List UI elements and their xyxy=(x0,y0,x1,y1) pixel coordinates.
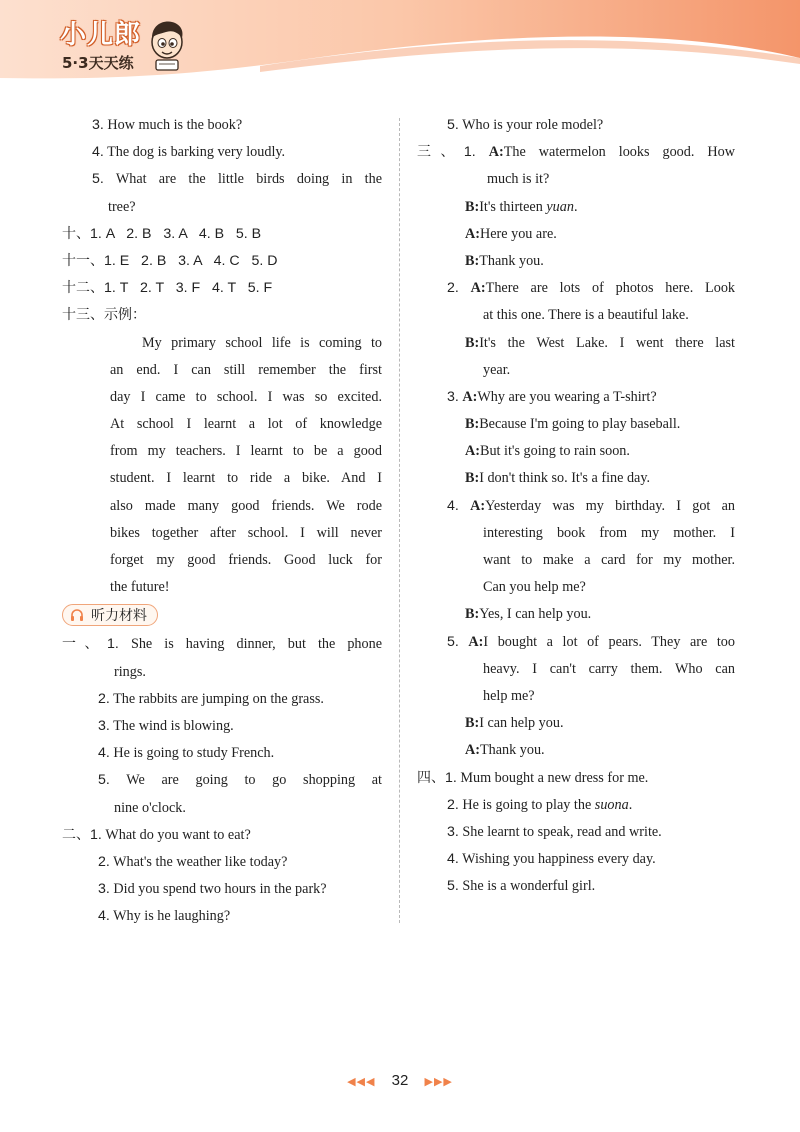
line-text: Wishing you happiness every day. xyxy=(462,851,656,868)
line-text: Yesterday was my birthday. I got an xyxy=(485,497,735,514)
prev-arrows-icon: ◀◀◀ xyxy=(347,1076,376,1088)
text-line xyxy=(417,384,735,411)
text-line xyxy=(417,248,735,275)
line-text: much is it? xyxy=(487,171,550,188)
text-line xyxy=(62,686,382,713)
section-number: 二、 xyxy=(62,826,90,843)
text-line xyxy=(62,547,382,574)
text-line xyxy=(62,411,382,438)
line-text: My primary school life is coming to xyxy=(142,334,382,351)
line-text: I bought a lot of pears. They are too xyxy=(483,633,735,650)
text-line xyxy=(417,737,735,764)
text-line xyxy=(417,765,735,792)
line-text: nine o'clock. xyxy=(114,799,186,816)
text-line xyxy=(417,819,735,846)
line-text: He is going to play the suona. xyxy=(462,796,633,813)
line-text: from my teachers. I learnt to be a good xyxy=(110,443,382,460)
text-line xyxy=(417,112,735,139)
item-number: 2. xyxy=(447,796,459,813)
line-text: Can you help me? xyxy=(483,579,586,596)
line-text: Who is your role model? xyxy=(462,117,604,133)
speaker-label: B: xyxy=(465,470,480,487)
line-text: want to make a card for my mother. xyxy=(483,552,735,568)
item-number: 2. xyxy=(98,690,110,707)
line-text: Here you are. xyxy=(479,225,557,242)
text-line xyxy=(417,574,735,601)
line-text: forget my good friends. Good luck for xyxy=(110,552,382,568)
line-text: The wind is blowing. xyxy=(113,717,234,734)
item-number: 4. xyxy=(447,851,459,868)
line-text: an end. I can still remember the first xyxy=(110,361,382,378)
speaker-label: A: xyxy=(470,280,486,297)
text-line xyxy=(417,166,735,193)
line-text: What's the weather like today? xyxy=(113,853,288,870)
listening-badge xyxy=(62,604,158,626)
text-line xyxy=(417,629,735,656)
text-line xyxy=(417,710,735,737)
item-number: 5. xyxy=(447,117,459,133)
text-line xyxy=(417,357,735,384)
next-arrows-icon: ▶▶▶ xyxy=(424,1076,453,1088)
speaker-label: A: xyxy=(470,497,486,514)
line-text: Because I'm going to play baseball. xyxy=(479,416,681,433)
line-text: We are going to go shopping at xyxy=(126,772,382,789)
speaker-label: B: xyxy=(465,334,480,351)
column-divider xyxy=(399,118,400,923)
item-number: 4. xyxy=(98,908,110,925)
speaker-label: B: xyxy=(465,606,480,623)
line-text: The watermelon looks good. How xyxy=(503,144,736,161)
text-line xyxy=(417,601,735,628)
item-number: 2. xyxy=(98,853,110,870)
item-number: 4. xyxy=(92,144,104,161)
line-text: What do you want to eat? xyxy=(105,826,251,843)
text-line xyxy=(62,740,382,767)
text-line xyxy=(62,876,382,903)
section-number: 十二、 xyxy=(62,280,104,297)
item-number: 3. xyxy=(447,388,459,405)
page-number: 32 xyxy=(391,1072,409,1089)
speaker-label: B: xyxy=(465,252,480,269)
line-text: Yes, I can help you. xyxy=(479,606,592,623)
line-text: interesting book from my mother. I xyxy=(483,524,735,541)
text-line xyxy=(62,112,382,139)
item-number: 4. xyxy=(447,497,459,514)
text-line xyxy=(417,547,735,574)
text-line xyxy=(417,656,735,683)
line-text: Mum bought a new dress for me. xyxy=(460,769,649,786)
text-line xyxy=(62,357,382,384)
line-text: also made many good friends. We rode xyxy=(110,497,382,514)
essay-heading xyxy=(62,302,382,329)
text-line xyxy=(62,659,382,686)
answer-row xyxy=(62,248,382,275)
line-text: help me? xyxy=(483,687,535,704)
text-line xyxy=(62,767,382,794)
line-text: She is a wonderful girl. xyxy=(462,878,596,895)
line-text: The rabbits are jumping on the grass. xyxy=(113,690,324,707)
text-line xyxy=(417,139,735,166)
text-line xyxy=(417,683,735,710)
listening-label: 听力材料 xyxy=(91,608,147,625)
text-line xyxy=(62,438,382,465)
mascot-boy-icon xyxy=(144,16,190,72)
speaker-label: B: xyxy=(465,416,480,433)
line-text: Did you spend two hours in the park? xyxy=(113,881,327,898)
speaker-label: B: xyxy=(465,198,480,215)
text-line xyxy=(62,465,382,492)
answer-text: 1. T 2. T 3. F 4. T 5. F xyxy=(104,280,273,297)
text-line xyxy=(62,330,382,357)
line-text: He is going to study French. xyxy=(113,745,275,762)
text-line xyxy=(417,846,735,873)
item-number: 3. xyxy=(98,881,110,898)
text-line xyxy=(417,411,735,438)
brand-subtitle: 5·3天天练 xyxy=(62,54,134,72)
page-footer xyxy=(0,1072,800,1089)
item-number: 3. xyxy=(98,717,110,734)
line-text: rings. xyxy=(114,663,146,680)
line-text: She learnt to speak, read and write. xyxy=(462,823,662,840)
text-line xyxy=(62,574,382,601)
line-text: I can help you. xyxy=(479,715,564,732)
headphones-icon xyxy=(69,607,85,623)
line-text: It's the West Lake. I went there last xyxy=(479,334,735,351)
speaker-label: A: xyxy=(465,225,480,242)
text-line xyxy=(417,520,735,547)
left-column xyxy=(62,112,382,930)
text-line xyxy=(417,493,735,520)
line-text: the future! xyxy=(110,579,170,596)
item-number: 5. xyxy=(447,633,459,650)
right-column xyxy=(417,112,735,900)
item-number: 1. xyxy=(90,826,102,843)
line-text: tree? xyxy=(108,198,136,215)
listening-header xyxy=(62,601,382,631)
text-line xyxy=(417,221,735,248)
speaker-label: B: xyxy=(465,715,480,732)
section-number: 十三、 xyxy=(62,307,104,324)
line-text: At school I learnt a lot of knowledge xyxy=(110,416,382,433)
answer-text: 1. A 2. B 3. A 4. B 5. B xyxy=(90,225,262,242)
text-line xyxy=(62,631,382,658)
answer-row xyxy=(62,275,382,302)
line-text: day I came to school. I was so excited. xyxy=(110,388,382,405)
text-line xyxy=(62,493,382,520)
text-line xyxy=(417,194,735,221)
text-line xyxy=(62,849,382,876)
item-number: 1. xyxy=(445,769,457,786)
text-line xyxy=(417,873,735,900)
section-number: 一、 xyxy=(62,636,108,653)
line-text: I don't think so. It's a fine day. xyxy=(479,470,651,487)
text-line xyxy=(62,795,382,822)
section-number: 三、 xyxy=(417,144,464,161)
line-text: Why is he laughing? xyxy=(113,908,231,925)
item-number: 5. xyxy=(447,878,459,895)
text-line xyxy=(417,438,735,465)
item-number: 5. xyxy=(92,171,104,188)
text-line xyxy=(417,275,735,302)
line-text: Thank you. xyxy=(479,742,545,759)
text-line xyxy=(62,139,382,166)
item-number: 1. xyxy=(107,636,119,653)
item-number: 4. xyxy=(98,745,110,762)
line-text: The dog is barking very loudly. xyxy=(107,144,286,161)
speaker-label: A: xyxy=(465,742,480,759)
text-line xyxy=(62,520,382,547)
answer-text: 1. E 2. B 3. A 4. C 5. D xyxy=(104,252,278,269)
line-text: bikes together after school. I will never xyxy=(110,524,382,541)
line-text: There are lots of photos here. Look xyxy=(485,280,736,297)
text-line xyxy=(417,465,735,492)
line-text: She is having dinner, but the phone xyxy=(130,636,383,653)
line-text: Why are you wearing a T-shirt? xyxy=(477,388,657,405)
text-line xyxy=(417,330,735,357)
text-line xyxy=(417,302,735,329)
essay-label: 示例： xyxy=(104,307,146,324)
text-line xyxy=(62,822,382,849)
text-line xyxy=(62,384,382,411)
line-text: But it's going to rain soon. xyxy=(479,443,630,460)
section-number: 十、 xyxy=(62,225,90,242)
line-text: How much is the book? xyxy=(107,117,243,133)
text-line xyxy=(62,194,382,221)
text-line xyxy=(62,166,382,193)
line-text: What are the little birds doing in the xyxy=(115,171,382,188)
line-text: Thank you. xyxy=(479,252,544,269)
section-number: 十一、 xyxy=(62,252,104,269)
section-number: 四、 xyxy=(417,769,445,786)
brand-title: 小儿郎 xyxy=(60,20,142,50)
line-text: student. I learnt to ride a bike. And I xyxy=(110,470,382,487)
item-number: 5. xyxy=(98,772,110,789)
line-text: heavy. I can't carry them. Who can xyxy=(483,660,735,677)
item-number: 3. xyxy=(92,117,104,133)
item-number: 1. xyxy=(463,144,476,161)
item-number: 2. xyxy=(447,280,459,297)
speaker-label: A: xyxy=(488,144,504,161)
answer-row xyxy=(62,221,382,248)
speaker-label: A: xyxy=(468,633,484,650)
speaker-label: A: xyxy=(465,443,480,460)
brand-logo xyxy=(52,14,192,78)
line-text: year. xyxy=(483,361,511,378)
text-line xyxy=(62,713,382,740)
line-text: It's thirteen yuan. xyxy=(479,198,578,215)
item-number: 3. xyxy=(447,823,459,840)
text-line xyxy=(417,792,735,819)
line-text: at this one. There is a beautiful lake. xyxy=(483,307,689,324)
text-line xyxy=(62,903,382,930)
speaker-label: A: xyxy=(462,388,478,405)
